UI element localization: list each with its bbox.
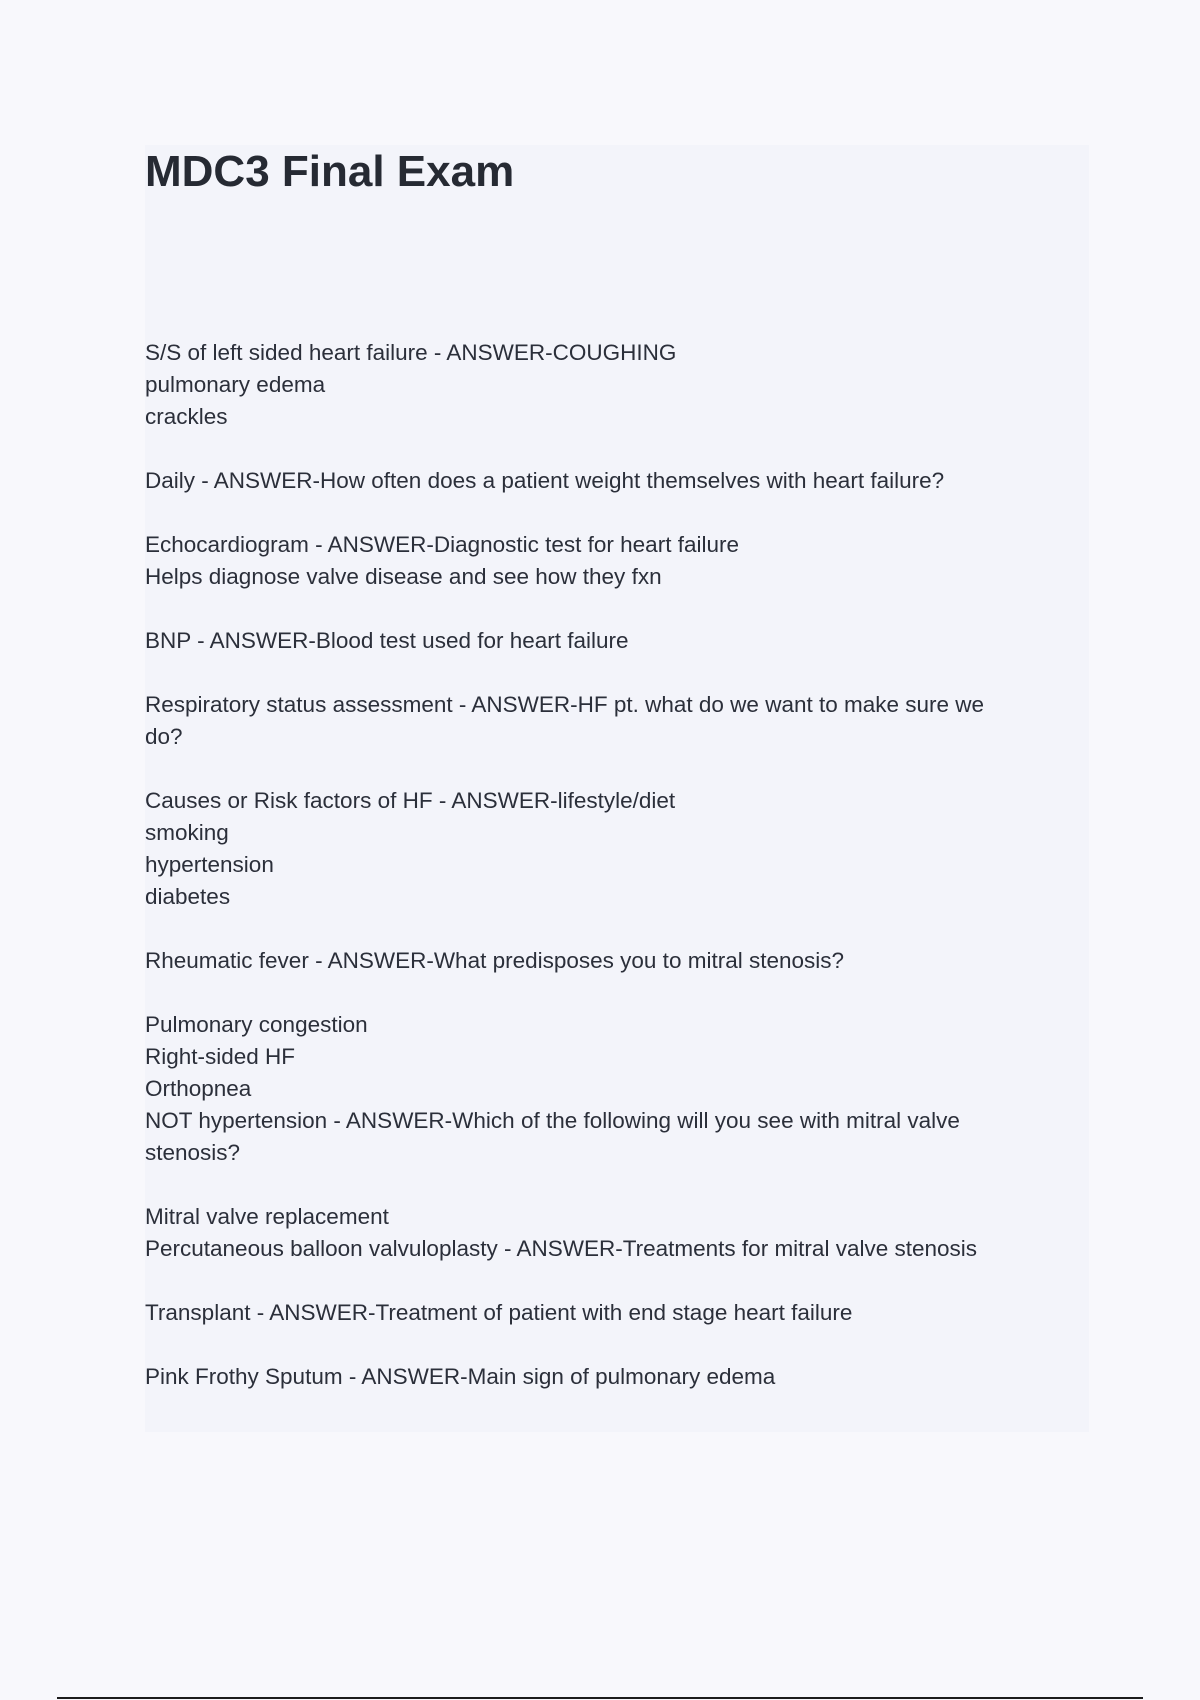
qa-entry bbox=[145, 1297, 1065, 1329]
qa-line: Rheumatic fever - ANSWER-What predisposes you to mitral stenosis? bbox=[145, 948, 845, 973]
qa-line: stenosis? bbox=[145, 1140, 241, 1165]
qa-entry bbox=[145, 689, 1065, 753]
qa-line: S/S of left sided heart failure - ANSWER-COUGHING bbox=[145, 340, 677, 365]
qa-line: Pulmonary congestion bbox=[145, 1012, 368, 1037]
qa-entry bbox=[145, 1201, 1065, 1265]
qa-line: Daily - ANSWER-How often does a patient weight themselves with heart failure? bbox=[145, 468, 945, 493]
qa-entry bbox=[145, 529, 1065, 593]
qa-line: Pink Frothy Sputum - ANSWER-Main sign of pulmonary edema bbox=[145, 1364, 776, 1389]
qa-line: Helps diagnose valve disease and see how they fxn bbox=[145, 564, 662, 589]
qa-entry bbox=[145, 465, 1065, 497]
qa-line: Transplant - ANSWER-Treatment of patient with end stage heart failure bbox=[145, 1300, 853, 1325]
qa-line: Right-sided HF bbox=[145, 1044, 296, 1069]
qa-entry bbox=[145, 337, 1065, 433]
qa-line: NOT hypertension - ANSWER-Which of the following will you see with mitral valve bbox=[145, 1108, 960, 1133]
qa-entry bbox=[145, 625, 1065, 657]
qa-line: Respiratory status assessment - ANSWER-HF pt. what do we want to make sure we bbox=[145, 692, 985, 717]
qa-line: Causes or Risk factors of HF - ANSWER-lifestyle/diet bbox=[145, 788, 676, 813]
qa-line: do? bbox=[145, 724, 183, 749]
qa-entry bbox=[145, 945, 1065, 977]
qa-list bbox=[145, 337, 1065, 1425]
qa-line: Orthopnea bbox=[145, 1076, 252, 1101]
qa-entry bbox=[145, 1009, 1065, 1169]
qa-line: BNP - ANSWER-Blood test used for heart failure bbox=[145, 628, 629, 653]
qa-entry bbox=[145, 785, 1065, 913]
qa-line: Percutaneous balloon valvuloplasty - ANSWER-Treatments for mitral valve stenosis bbox=[145, 1236, 978, 1261]
qa-line: pulmonary edema bbox=[145, 372, 326, 397]
qa-line: crackles bbox=[145, 404, 228, 429]
qa-line: smoking bbox=[145, 820, 229, 845]
qa-line: Mitral valve replacement bbox=[145, 1204, 389, 1229]
qa-entry bbox=[145, 1361, 1065, 1393]
document-title: MDC3 Final Exam bbox=[145, 147, 515, 196]
footer-divider bbox=[57, 1697, 1143, 1699]
qa-line: hypertension bbox=[145, 852, 274, 877]
qa-line: Echocardiogram - ANSWER-Diagnostic test for heart failure bbox=[145, 532, 739, 557]
qa-line: diabetes bbox=[145, 884, 231, 909]
